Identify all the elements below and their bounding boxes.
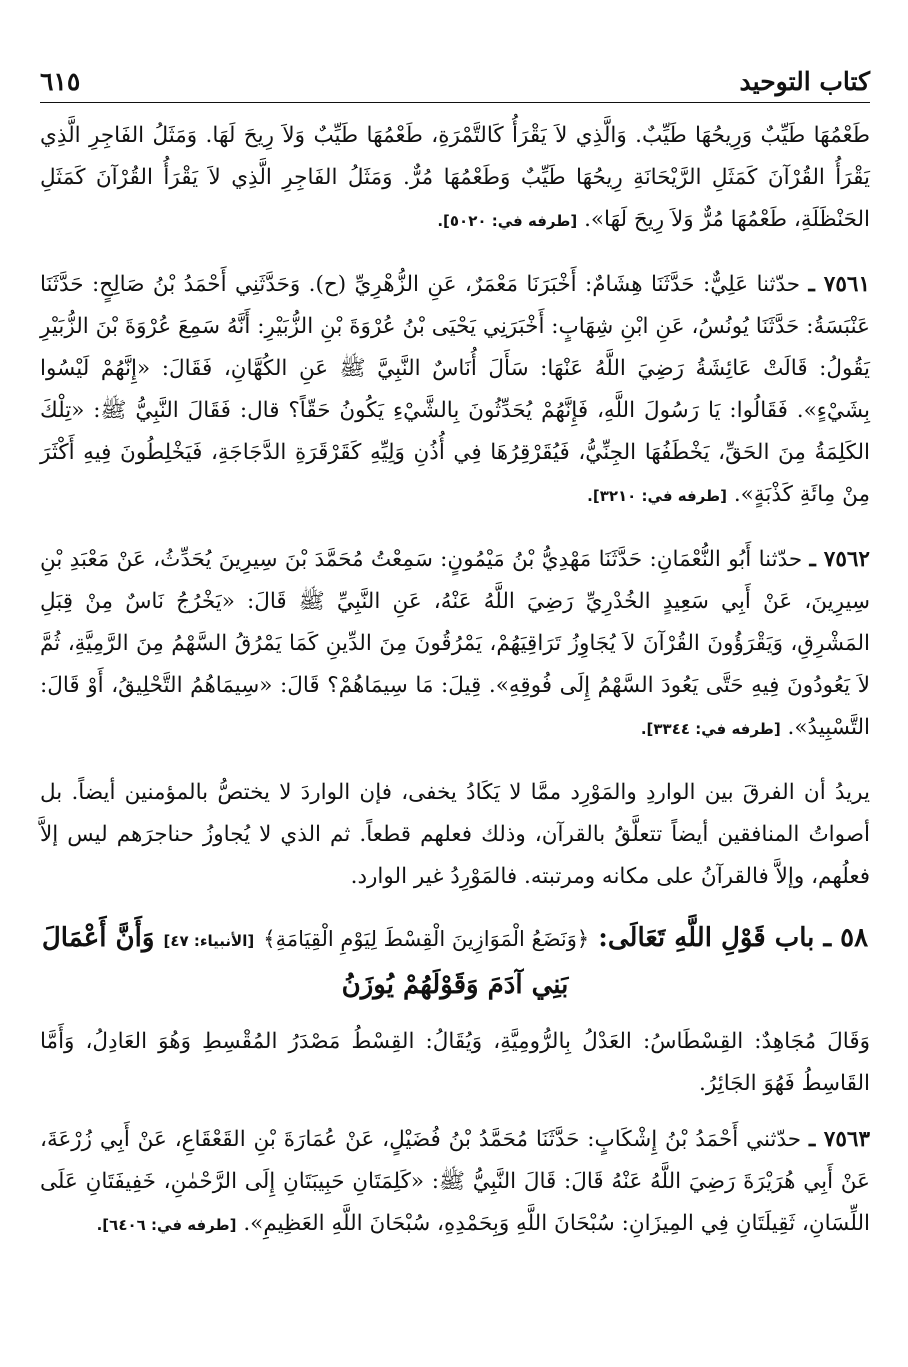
running-head [40, 58, 870, 103]
book-title: كتاب التوحيد [739, 67, 870, 96]
hadith-text: حدّثنا أَبُو النُّعْمَانِ: حَدَّثَنَا مَهْدِيُّ بْنُ مَيْمُونٍ: سَمِعْتُ مُحَمَّدَ بْنَ سِيرِينَ يُحَدِّثُ، عَنْ مَعْبَدِ بْنِ سِيرِينَ، عَنْ أَبِي سَعِيدٍ الخُدْرِيِّ رَضِيَ اللَّهُ عَنْهُ، عَنِ النَّبِيِّ ﷺ قَالَ: «يَخْرُجُ نَاسٌ مِنْ قِبَلِ المَشْرِقِ، وَيَقْرَؤُونَ القُرْآنَ لاَ يُجَاوِزُ تَرَاقِيَهُمْ، يَمْرُقُونَ مِنَ الدِّينِ كَمَا يَمْرُقُ السَّهْمُ مِنَ الرَّمِيَّةِ، ثُمَّ لاَ يَعُودُونَ فِيهِ حَتَّى يَعُودَ السَّهْمُ إِلَى فُوقِهِ». قِيلَ: مَا سِيمَاهُمْ؟ قَالَ: «سِيمَاهُمُ التَّحْلِيقُ، أَوْ قَالَ: التَّسْبِيدُ». [40, 547, 870, 740]
page-number: ٦١٥ [40, 67, 81, 96]
hadith-text: حدّثنا عَلِيٌّ: حَدَّثَنَا هِشَامٌ: أَخْبَرَنَا مَعْمَرٌ، عَنِ الزُّهْرِيِّ (ح). وَحَدَّثَنِي أَحْمَدُ بْنُ صَالِحٍ: حَدَّثَنَا عَنْبَسَةُ: حَدَّثَنَا يُونُسُ، عَنِ ابْنِ شِهَابٍ: أَخْبَرَنِي يَحْيَى بْنُ عُرْوَةَ بْنِ الزُّبَيْرِ: أَنَّهُ سَمِعَ عُرْوَةَ بْنَ الزُّبَيْرِ يَقُولُ: قَالَتْ عَائِشَةُ رَضِيَ اللَّهُ عَنْهَا: سَأَلَ أُنَاسٌ النَّبِيَّ ﷺ عَنِ الكُهَّانِ، فَقَالَ: «إِنَّهُمْ لَيْسُوا بِشَيْءٍ». فَقَالُوا: يَا رَسُولَ اللَّهِ، فَإِنَّهُمْ يُحَدِّثُونَ بِالشَّيْءِ يَكُونُ حَقّاً؟ قال: فَقَالَ النَّبِيُّ ﷺ: «تِلْكَ الكَلِمَةُ مِنَ الحَقِّ، يَخْطَفُهَا الجِنِّيُّ، فَيُقَرْقِرُهَا فِي أُذُنِ وَلِيِّهِ كَقَرْقَرَةِ الدَّجَاجَةِ، فَيَخْلِطُونَ فِيهِ أَكْثَرَ مِنْ مِائَةِ كَذْبَةٍ». [40, 272, 870, 507]
hadith-7563 [40, 1119, 870, 1246]
cross-reference: [طرفه في: ٣٣٤٤]. [640, 720, 781, 738]
quran-verse: ﴿وَنَضَعُ الْمَوَازِينَ الْقِسْطَ لِيَوْمِ الْقِيَامَةِ﴾ [263, 927, 590, 951]
cross-reference: [طرفه في: ٦٤٠٦]. [96, 1216, 237, 1234]
mujahid-quote [40, 1021, 870, 1105]
chapter-number: ٥٨ ـ [823, 923, 869, 953]
hadith-text: حدّثني أَحْمَدُ بْنُ إِشْكَابٍ: حَدَّثَنَا مُحَمَّدُ بْنُ فُضَيْلٍ، عَنْ عُمَارَةَ بْنِ القَعْقَاعِ، عَنْ أَبِي زُرْعَةَ، عَنْ أَبِي هُرَيْرَةَ رَضِيَ اللَّهُ عَنْهُ قَالَ: قَالَ النَّبِيُّ ﷺ: «كَلِمَتَانِ حَبِيبَتَانِ إِلَى الرَّحْمٰنِ، خَفِيفَتَانِ عَلَى اللِّسَانِ، ثَقِيلَتَانِ فِي المِيزَانِ: سُبْحَانَ اللَّهِ وَبِحَمْدِهِ، سُبْحَانَ اللَّهِ العَظِيمِ». [40, 1127, 870, 1236]
chapter-title-end: وَأَنَّ أَعْمَالَ بَنِي آدَمَ وَقَوْلَهُمْ يُوزَنُ [41, 923, 569, 1000]
quote-text: وَقَالَ مُجَاهِدٌ: القِسْطَاسُ: العَدْلُ بِالرُّومِيَّةِ، وَيُقَالُ: القِسْطُ مَصْدَرُ المُقْسِطِ وَهُوَ العَادِلُ، وَأَمَّا القَاسِطُ فَهُوَ الجَائِرُ. [40, 1029, 870, 1096]
chapter-title-start: باب قَوْلِ اللَّهِ تَعَالَى: [598, 923, 815, 953]
hadith-7562 [40, 539, 870, 750]
cross-reference: [طرفه في: ٥٠٢٠]. [437, 212, 578, 230]
cross-reference: [طرفه في: ٣٢١٠]. [587, 487, 727, 505]
hadith-number: ٧٥٦٢ ـ [809, 547, 870, 572]
commentary [40, 772, 870, 898]
hadith-text: طَعْمُهَا طَيِّبٌ وَرِيحُهَا طَيِّبٌ. وَالَّذِي لاَ يَقْرَأُ كَالتَّمْرَةِ، طَعْمُهَا طَيِّبٌ وَلاَ رِيحَ لَهَا. وَمَثَلُ الفَاجِرِ الَّذِي يَقْرَأُ القُرْآنَ كَمَثَلِ الرَّيْحَانَةِ رِيحُهَا طَيِّبٌ وَطَعْمُهَا مُرٌّ. وَمَثَلُ الفَاجِرِ الَّذِي لاَ يَقْرَأُ القُرْآنَ كَمَثَلِ الحَنْظَلَةِ، طَعْمُهَا مُرٌّ وَلاَ رِيحَ لَهَا». [40, 123, 870, 232]
hadith-number: ٧٥٦١ ـ [808, 272, 870, 297]
quran-reference: [الأنبياء: ٤٧] [163, 932, 255, 950]
commentary-text: يريدُ أن الفرقَ بين الواردِ والمَوْرِد ممَّا لا يَكَادُ يخفى، فإن الواردَ لا يختصُّ بالمؤمنين أيضاً. بل أصواتُ المنافقين أيضاً تتعلَّقُ بالقرآن، وذلك فعلهم قطعاً. ثم الذي لا يُجاوزُ حناجرَهم ليس إلاَّ فعلُهم، وإلاَّ فالقرآنُ على مكانه ومرتبته. فالمَوْرِدُ غير الوارد. [40, 780, 870, 889]
hadith-7561 [40, 264, 870, 517]
chapter-heading [40, 916, 870, 1007]
book-page [40, 58, 870, 1246]
hadith-number: ٧٥٦٣ ـ [808, 1127, 870, 1152]
hadith-continuation [40, 115, 870, 242]
